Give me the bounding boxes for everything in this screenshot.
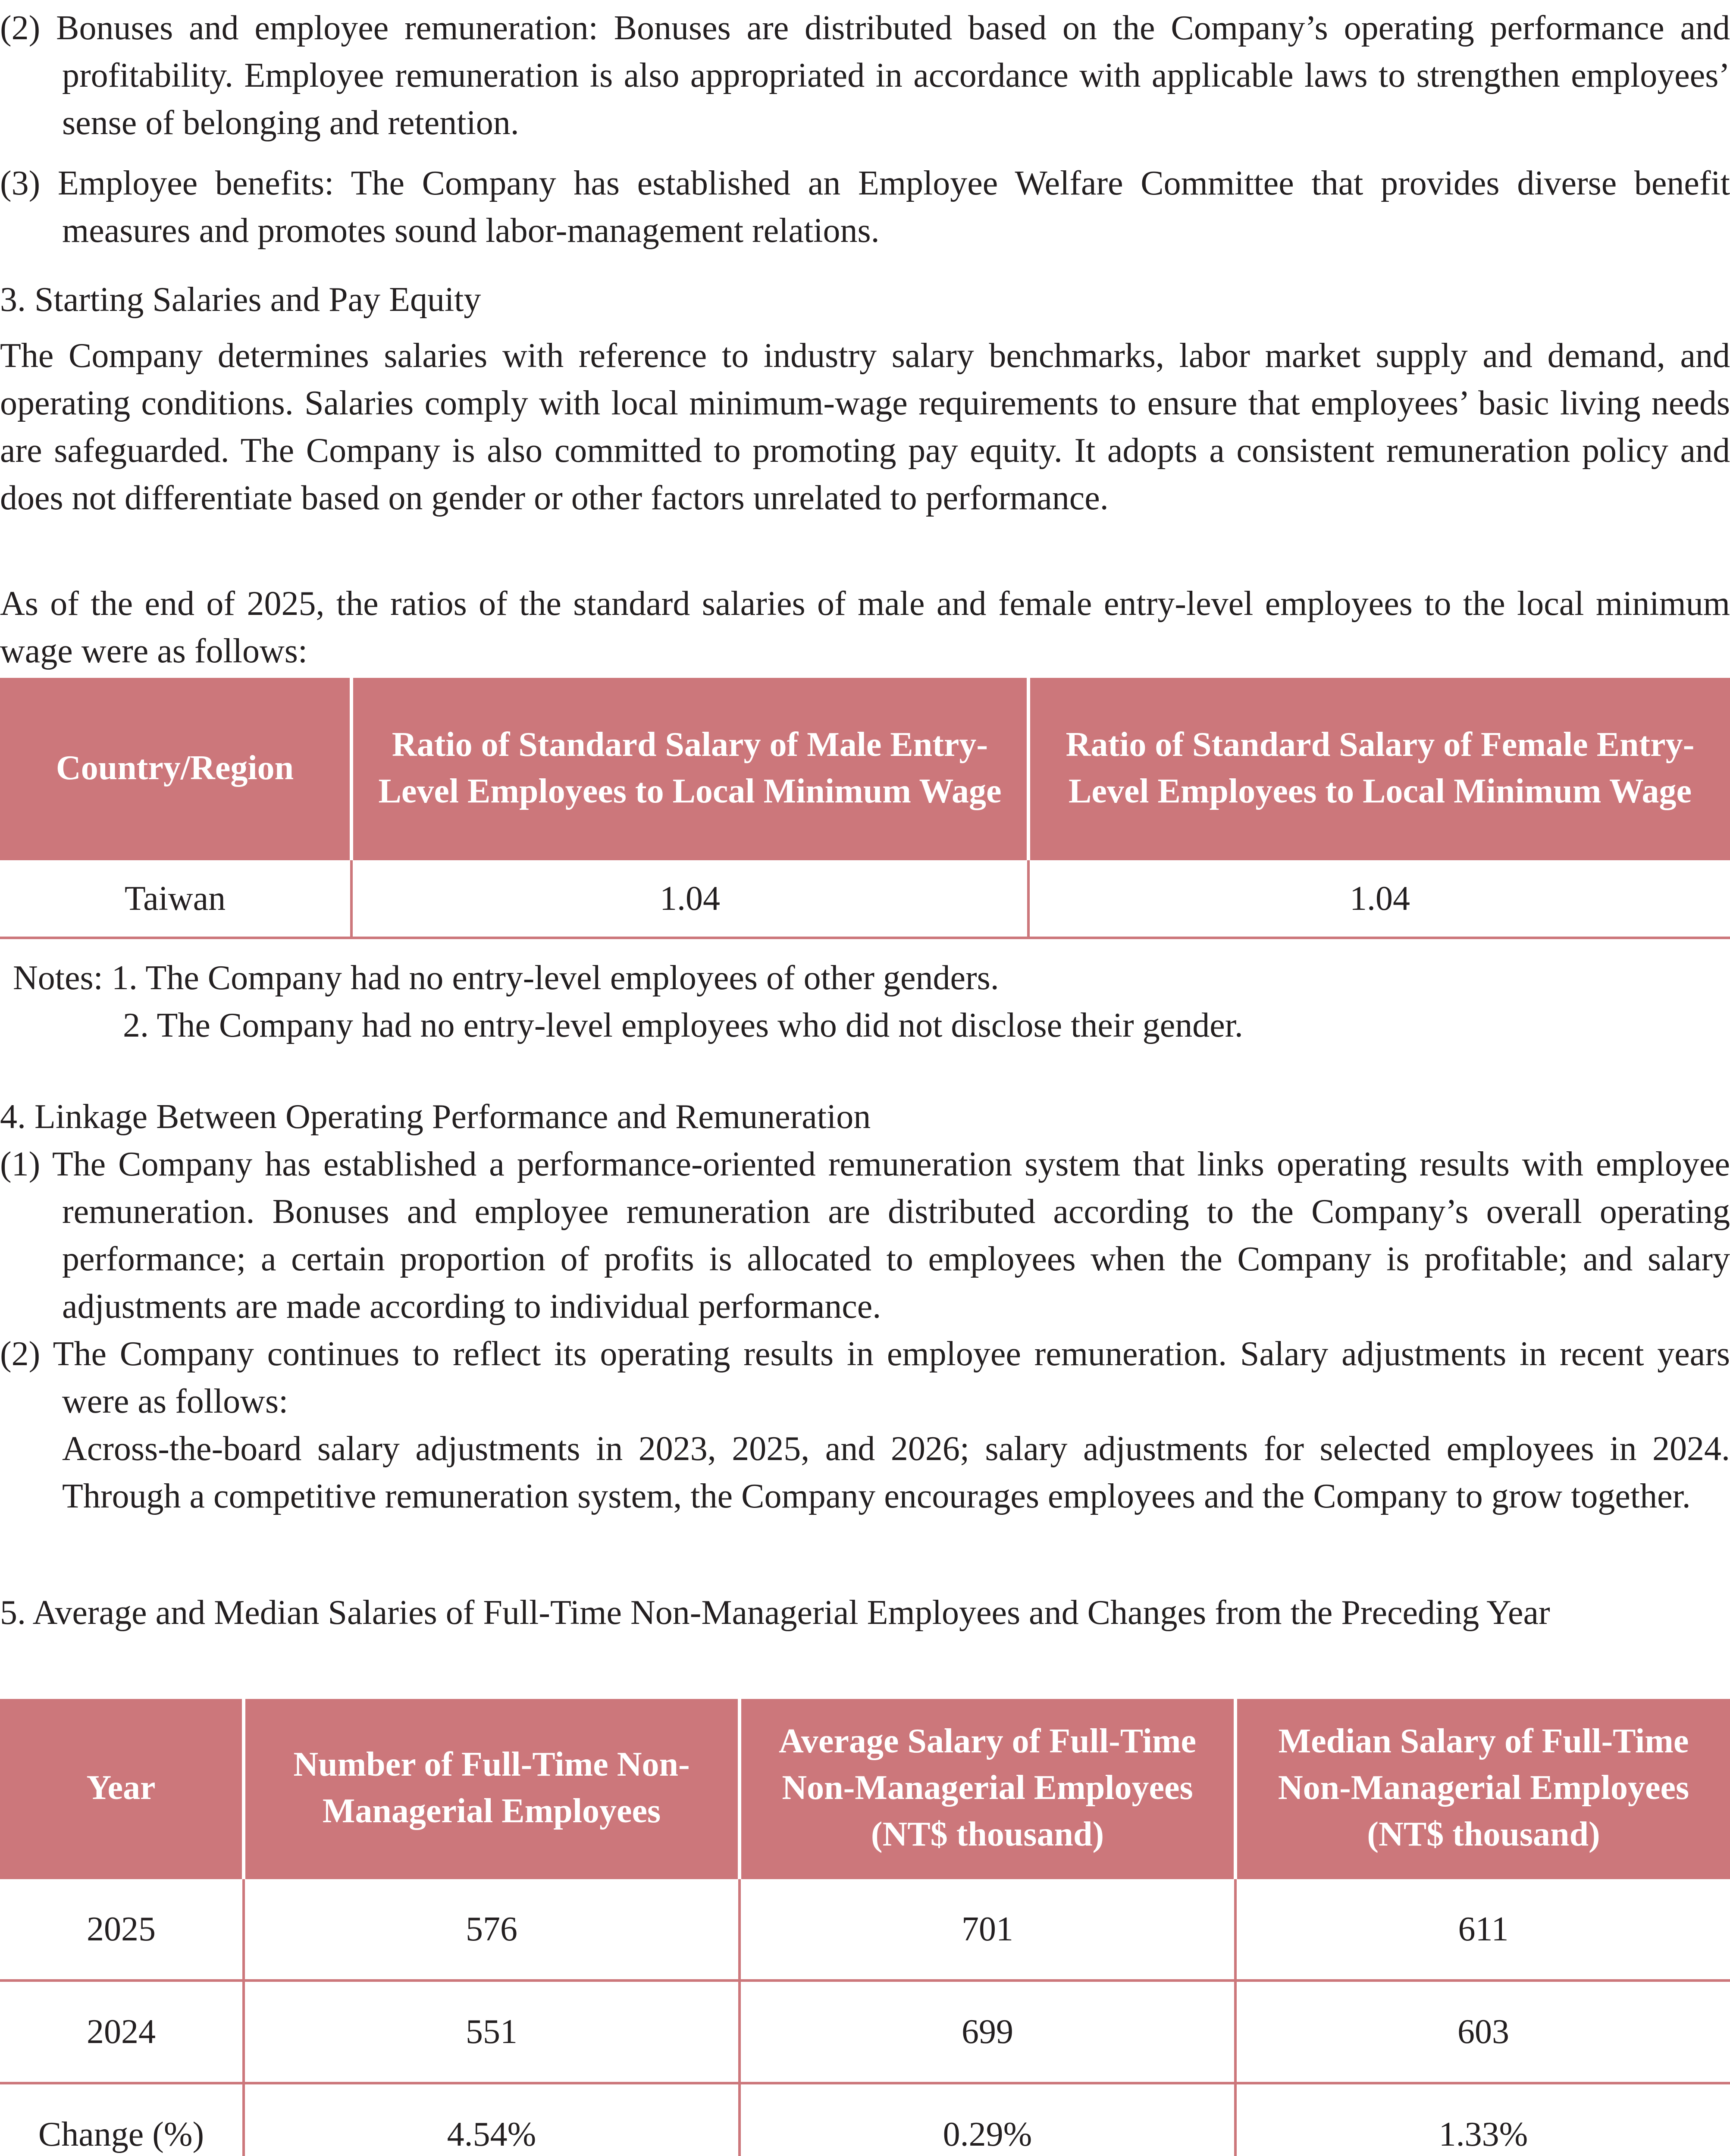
cell-year: 2024	[0, 1981, 244, 2083]
section4-heading: 4. Linkage Between Operating Performance and Remuneration	[0, 1098, 871, 1136]
cell-female-ratio: 1.04	[1028, 859, 1730, 938]
header-country-region: Country/Region	[0, 678, 351, 859]
header-year: Year	[0, 1699, 244, 1878]
section3-intro: As of the end of 2025, the ratios of the standard salaries of male and female entry-level employees to the local minimum wage were as follows:	[0, 585, 1730, 670]
table-header-row	[0, 678, 1730, 859]
cell-average-salary: 0.29%	[740, 2083, 1235, 2156]
table-row	[0, 859, 1730, 938]
table-row	[0, 1878, 1730, 1981]
bonuses-item: (2) Bonuses and employee remuneration: Bonuses are distributed based on the Company’s operating performance and profitability. Employee remuneration is also appropriated in accordance with applicable laws to strengthen employees’ sense of belonging and retention.	[0, 9, 1730, 142]
cell-median-salary: 603	[1235, 1981, 1730, 2083]
section3-paragraph: The Company determines salaries with reference to industry salary benchmarks, labor market supply and demand, and operating conditions. Salaries comply with local minimum-wage requirements to ensure that employees’ basic living needs are safeguarded. The Company is also committed to promoting pay equity. It adopts a consistent remuneration policy and does not differentiate based on gender or other factors unrelated to performance.	[0, 337, 1730, 517]
header-female-ratio: Ratio of Standard Salary of Female Entry-Level Employees to Local Minimum Wage	[1028, 678, 1730, 859]
cell-employee-count: 576	[244, 1878, 740, 1981]
header-male-ratio: Ratio of Standard Salary of Male Entry-Level Employees to Local Minimum Wage	[351, 678, 1028, 859]
section4-item1: (1) The Company has established a performance-oriented remuneration system that links operating results with employee remuneration. Bonuses and employee remuneration are distributed according to the Company’s overall operating performance; a certain proportion of profits is allocated to employees when the Company is profitable; and salary adjustments are made according to individual performance.	[0, 1145, 1730, 1326]
table-header-row	[0, 1699, 1730, 1878]
cell-country: Taiwan	[0, 859, 351, 938]
cell-average-salary: 699	[740, 1981, 1235, 2083]
section3-heading: 3. Starting Salaries and Pay Equity	[0, 281, 481, 319]
table-row	[0, 1981, 1730, 2083]
section4-item2: (2) The Company continues to reflect its operating results in employee remuneration. Salary adjustments in recent years were as follows:	[0, 1335, 1730, 1420]
cell-average-salary: 701	[740, 1878, 1235, 1981]
header-median-salary: Median Salary of Full-Time Non-Managerial Employees (NT$ thousand)	[1235, 1699, 1730, 1878]
cell-employee-count: 4.54%	[244, 2083, 740, 2156]
note-1: Notes: 1. The Company had no entry-level employees of other genders.	[13, 959, 999, 997]
note-2: 2. The Company had no entry-level employees who did not disclose their gender.	[123, 1006, 1243, 1044]
entry-level-ratio-table	[0, 678, 1730, 939]
cell-median-salary: 611	[1235, 1878, 1730, 1981]
header-employee-count: Number of Full-Time Non-Managerial Employees	[244, 1699, 740, 1878]
salary-table	[0, 1699, 1730, 2156]
cell-year: Change (%)	[0, 2083, 244, 2156]
table-row	[0, 2083, 1730, 2156]
header-average-salary: Average Salary of Full-Time Non-Managerial Employees (NT$ thousand)	[740, 1699, 1235, 1878]
cell-male-ratio: 1.04	[351, 859, 1028, 938]
cell-employee-count: 551	[244, 1981, 740, 2083]
benefits-item: (3) Employee benefits: The Company has established an Employee Welfare Committee that provides diverse benefit measures and promotes sound labor-management relations.	[0, 164, 1730, 250]
section4-item2-detail: Across-the-board salary adjustments in 2023, 2025, and 2026; salary adjustments for selected employees in 2024. Through a competitive remuneration system, the Company encourages employees and the Company to grow together.	[62, 1430, 1730, 1515]
section5-heading: 5. Average and Median Salaries of Full-Time Non-Managerial Employees and Changes from the Preceding Year	[0, 1594, 1550, 1632]
cell-year: 2025	[0, 1878, 244, 1981]
cell-median-salary: 1.33%	[1235, 2083, 1730, 2156]
